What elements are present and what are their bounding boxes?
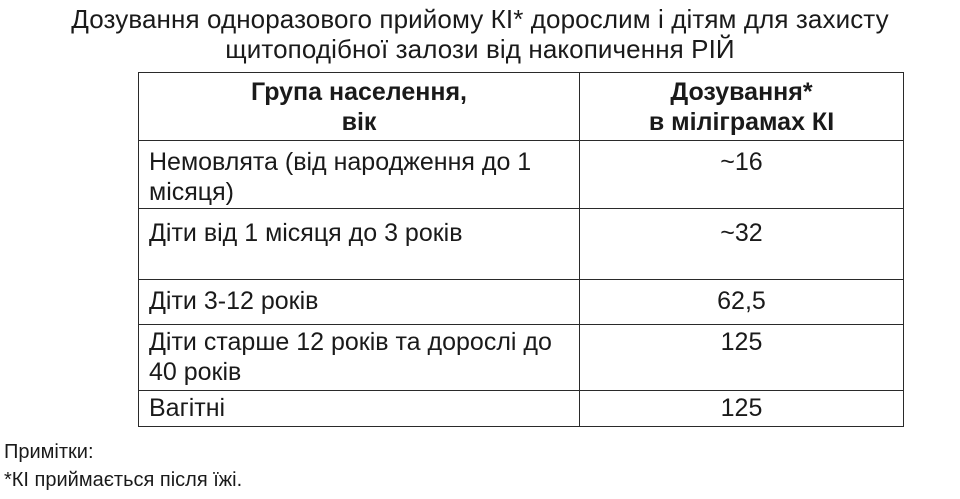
table-row <box>139 280 904 325</box>
cell-dose: 125 <box>580 391 904 427</box>
cell-group: Діти старше 12 років та дорослі до 40 років <box>139 325 580 391</box>
cell-dose: 62,5 <box>580 280 904 325</box>
cell-group: Діти від 1 місяця до 3 років <box>139 209 580 280</box>
table-row <box>139 325 904 391</box>
table-header-row <box>139 73 904 141</box>
cell-dose: ~32 <box>580 209 904 280</box>
cell-group: Діти 3-12 років <box>139 280 580 325</box>
title-line-1: Дозування одноразового прийому КІ* дорослим і дітям для захисту <box>71 4 889 34</box>
notes-label: Примітки: <box>4 441 94 463</box>
cell-dose: ~16 <box>580 141 904 209</box>
document-title <box>0 4 960 64</box>
notes-section <box>4 438 242 494</box>
cell-group: Вагітні <box>139 391 580 427</box>
table-row <box>139 391 904 427</box>
table-row <box>139 141 904 209</box>
table-row <box>139 209 904 280</box>
note-item: *КІ приймається після їжі. <box>4 469 243 491</box>
cell-dose: 125 <box>580 325 904 391</box>
header-population-group: Група населення, вік <box>139 73 580 141</box>
title-line-2: щитоподібної залози від накопичення РІЙ <box>225 34 735 64</box>
header-dosage: Дозування* в міліграмах КІ <box>580 73 904 141</box>
cell-group: Немовлята (від народження до 1 місяця) <box>139 141 580 209</box>
dosage-table <box>138 72 904 427</box>
